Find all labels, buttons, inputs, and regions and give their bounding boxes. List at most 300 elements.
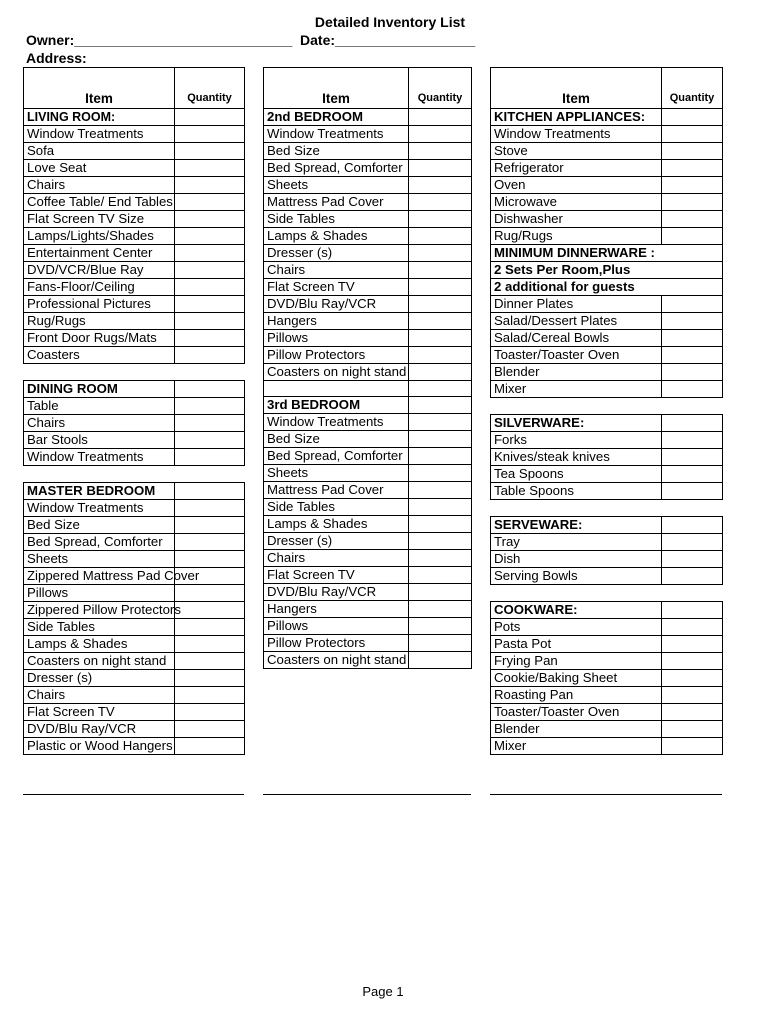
table-row bbox=[491, 466, 723, 483]
table-row bbox=[24, 296, 245, 313]
quantity-cell[interactable] bbox=[175, 517, 245, 534]
quantity-cell[interactable] bbox=[175, 551, 245, 568]
table-row bbox=[264, 177, 472, 194]
quantity-cell[interactable] bbox=[409, 296, 472, 313]
quantity-cell[interactable] bbox=[409, 126, 472, 143]
quantity-cell[interactable] bbox=[175, 602, 245, 619]
quantity-cell[interactable] bbox=[175, 738, 245, 755]
quantity-cell[interactable] bbox=[409, 431, 472, 448]
quantity-cell[interactable] bbox=[662, 228, 723, 245]
table-row bbox=[24, 483, 245, 500]
quantity-cell[interactable] bbox=[175, 670, 245, 687]
table-row bbox=[264, 262, 472, 279]
page-title: Detailed Inventory List bbox=[314, 14, 466, 30]
quantity-cell[interactable] bbox=[409, 618, 472, 635]
inventory-column-3 bbox=[490, 67, 723, 755]
table-row bbox=[24, 211, 245, 228]
item-cell: Salad/Dessert Plates bbox=[491, 313, 662, 330]
item-column-header: Item bbox=[264, 68, 409, 109]
quantity-cell[interactable] bbox=[409, 381, 472, 397]
quantity-cell[interactable] bbox=[662, 653, 723, 670]
item-cell: Rug/Rugs bbox=[491, 228, 662, 245]
section-heading: SILVERWARE: bbox=[491, 415, 662, 432]
item-cell: Window Treatments bbox=[24, 449, 175, 466]
table-row bbox=[491, 296, 723, 313]
quantity-cell[interactable] bbox=[175, 483, 245, 500]
quantity-cell[interactable] bbox=[175, 194, 245, 211]
table-row bbox=[264, 499, 472, 516]
quantity-cell[interactable] bbox=[175, 653, 245, 670]
quantity-cell[interactable] bbox=[662, 670, 723, 687]
table-row bbox=[24, 143, 245, 160]
table-row bbox=[491, 330, 723, 347]
item-cell: Microwave bbox=[491, 194, 662, 211]
quantity-cell[interactable] bbox=[409, 652, 472, 669]
quantity-cell[interactable] bbox=[175, 245, 245, 262]
table-row bbox=[24, 279, 245, 296]
quantity-cell[interactable] bbox=[662, 619, 723, 636]
item-cell: Frying Pan bbox=[491, 653, 662, 670]
quantity-column-header: Quantity bbox=[175, 68, 245, 109]
item-cell: Mixer bbox=[491, 738, 662, 755]
quantity-cell[interactable] bbox=[662, 517, 723, 534]
item-cell: Coasters on night stand bbox=[264, 364, 409, 381]
table-row bbox=[491, 483, 723, 500]
quantity-cell[interactable] bbox=[175, 704, 245, 721]
item-cell: Pillows bbox=[264, 330, 409, 347]
section-heading: COOKWARE: bbox=[491, 602, 662, 619]
item-cell: Fans-Floor/Ceiling bbox=[24, 279, 175, 296]
item-cell: Sheets bbox=[264, 177, 409, 194]
section-heading: MASTER BEDROOM bbox=[24, 483, 175, 500]
table-row bbox=[491, 279, 723, 296]
item-cell: Oven bbox=[491, 177, 662, 194]
item-cell: Pillows bbox=[264, 618, 409, 635]
table-row bbox=[24, 534, 245, 551]
item-cell: Pasta Pot bbox=[491, 636, 662, 653]
item-cell: Window Treatments bbox=[24, 500, 175, 517]
item-cell: Flat Screen TV bbox=[24, 704, 175, 721]
quantity-cell[interactable] bbox=[662, 126, 723, 143]
table-row bbox=[491, 109, 723, 126]
quantity-cell[interactable] bbox=[175, 160, 245, 177]
item-cell: Blender bbox=[491, 364, 662, 381]
quantity-cell[interactable] bbox=[175, 347, 245, 364]
quantity-cell[interactable] bbox=[409, 601, 472, 618]
quantity-cell[interactable] bbox=[409, 279, 472, 296]
quantity-cell[interactable] bbox=[662, 194, 723, 211]
item-cell: Table Spoons bbox=[491, 483, 662, 500]
item-cell: Bed Spread, Comforter bbox=[24, 534, 175, 551]
item-cell: Chairs bbox=[24, 687, 175, 704]
inventory-table-2 bbox=[263, 67, 472, 669]
quantity-cell[interactable] bbox=[662, 551, 723, 568]
table-row bbox=[264, 652, 472, 669]
item-cell: Knives/steak knives bbox=[491, 449, 662, 466]
quantity-cell[interactable] bbox=[409, 194, 472, 211]
quantity-cell[interactable] bbox=[662, 738, 723, 755]
quantity-cell[interactable] bbox=[175, 109, 245, 126]
table-row bbox=[264, 584, 472, 601]
quantity-cell[interactable] bbox=[662, 432, 723, 449]
quantity-cell[interactable] bbox=[409, 347, 472, 364]
quantity-cell[interactable] bbox=[409, 516, 472, 533]
table-row bbox=[491, 381, 723, 398]
item-cell: Toaster/Toaster Oven bbox=[491, 347, 662, 364]
quantity-cell[interactable] bbox=[175, 585, 245, 602]
table-row bbox=[491, 636, 723, 653]
quantity-cell[interactable] bbox=[409, 448, 472, 465]
quantity-cell[interactable] bbox=[662, 483, 723, 500]
quantity-cell[interactable] bbox=[175, 177, 245, 194]
table-row bbox=[24, 500, 245, 517]
section-heading: 2 additional for guests bbox=[491, 279, 723, 296]
spacer-cell bbox=[491, 585, 723, 602]
section-heading: 2 Sets Per Room,Plus bbox=[491, 262, 723, 279]
table-row bbox=[491, 721, 723, 738]
quantity-cell[interactable] bbox=[409, 245, 472, 262]
item-cell: Tray bbox=[491, 534, 662, 551]
quantity-cell[interactable] bbox=[662, 534, 723, 551]
table-row bbox=[24, 177, 245, 194]
table-row bbox=[264, 465, 472, 482]
quantity-cell[interactable] bbox=[175, 228, 245, 245]
spacer-cell bbox=[24, 466, 245, 483]
item-cell: Dishwasher bbox=[491, 211, 662, 228]
item-cell: Dresser (s) bbox=[264, 245, 409, 262]
quantity-cell[interactable] bbox=[175, 636, 245, 653]
quantity-cell[interactable] bbox=[409, 533, 472, 550]
page-number: Page 1 bbox=[362, 984, 404, 999]
quantity-cell[interactable] bbox=[175, 687, 245, 704]
quantity-cell[interactable] bbox=[175, 721, 245, 738]
quantity-cell[interactable] bbox=[175, 619, 245, 636]
quantity-column-header: Quantity bbox=[662, 68, 723, 109]
table-row bbox=[24, 381, 245, 398]
row-spacer bbox=[24, 466, 245, 483]
item-cell: DVD/Blu Ray/VCR bbox=[264, 584, 409, 601]
table-row bbox=[264, 550, 472, 567]
quantity-cell[interactable] bbox=[409, 550, 472, 567]
inventory-column-1 bbox=[23, 67, 245, 755]
item-cell: Coasters on night stand bbox=[264, 652, 409, 669]
item-cell: Pillow Protectors bbox=[264, 635, 409, 652]
quantity-cell[interactable] bbox=[662, 381, 723, 398]
table-row bbox=[24, 330, 245, 347]
quantity-cell[interactable] bbox=[175, 143, 245, 160]
item-cell: Blender bbox=[491, 721, 662, 738]
table-row bbox=[264, 601, 472, 618]
inventory-table-1 bbox=[23, 67, 245, 755]
item-column-header: Item bbox=[24, 68, 175, 109]
quantity-cell[interactable] bbox=[409, 465, 472, 482]
item-cell: Bed Size bbox=[264, 143, 409, 160]
quantity-cell[interactable] bbox=[662, 721, 723, 738]
quantity-cell[interactable] bbox=[662, 568, 723, 585]
item-cell: Dresser (s) bbox=[24, 670, 175, 687]
item-cell: Mixer bbox=[491, 381, 662, 398]
table-row bbox=[491, 653, 723, 670]
item-cell: Coffee Table/ End Tables bbox=[24, 194, 175, 211]
table-row bbox=[24, 721, 245, 738]
table-row bbox=[264, 194, 472, 211]
item-cell: Table bbox=[24, 398, 175, 415]
quantity-cell[interactable] bbox=[409, 262, 472, 279]
quantity-cell[interactable] bbox=[662, 704, 723, 721]
table-row bbox=[24, 109, 245, 126]
quantity-cell[interactable] bbox=[175, 262, 245, 279]
table-row bbox=[264, 635, 472, 652]
table-row bbox=[24, 398, 245, 415]
table-row bbox=[491, 619, 723, 636]
quantity-cell[interactable] bbox=[175, 330, 245, 347]
item-cell: Window Treatments bbox=[264, 414, 409, 431]
item-cell: Side Tables bbox=[264, 499, 409, 516]
quantity-cell[interactable] bbox=[662, 313, 723, 330]
item-cell: DVD/Blu Ray/VCR bbox=[264, 296, 409, 313]
table-row bbox=[491, 738, 723, 755]
table-row bbox=[264, 516, 472, 533]
table-row bbox=[24, 415, 245, 432]
quantity-cell[interactable] bbox=[662, 687, 723, 704]
item-cell: Coasters on night stand bbox=[24, 653, 175, 670]
table-row bbox=[24, 160, 245, 177]
table-row bbox=[264, 397, 472, 414]
quantity-cell[interactable] bbox=[175, 398, 245, 415]
quantity-cell[interactable] bbox=[409, 397, 472, 414]
item-cell: Stove bbox=[491, 143, 662, 160]
address-label: Address: bbox=[26, 50, 87, 66]
quantity-cell[interactable] bbox=[409, 364, 472, 381]
table-row bbox=[491, 687, 723, 704]
quantity-cell[interactable] bbox=[662, 296, 723, 313]
table-row bbox=[24, 194, 245, 211]
item-cell: Coasters bbox=[24, 347, 175, 364]
item-cell: Entertainment Center bbox=[24, 245, 175, 262]
item-cell: Lamps & Shades bbox=[264, 516, 409, 533]
quantity-cell[interactable] bbox=[662, 364, 723, 381]
item-cell: Flat Screen TV Size bbox=[24, 211, 175, 228]
quantity-cell[interactable] bbox=[409, 482, 472, 499]
item-cell: Bed Spread, Comforter bbox=[264, 448, 409, 465]
table-row bbox=[24, 636, 245, 653]
section-heading: MINIMUM DINNERWARE : bbox=[491, 245, 723, 262]
item-cell: Chairs bbox=[24, 177, 175, 194]
item-cell: Plastic or Wood Hangers bbox=[24, 738, 175, 755]
quantity-cell[interactable] bbox=[409, 228, 472, 245]
table-row bbox=[24, 602, 245, 619]
inventory-table-3 bbox=[490, 67, 723, 755]
table-row bbox=[264, 109, 472, 126]
quantity-cell[interactable] bbox=[175, 449, 245, 466]
item-cell: Front Door Rugs/Mats bbox=[24, 330, 175, 347]
item-cell: Forks bbox=[491, 432, 662, 449]
table-row bbox=[264, 143, 472, 160]
quantity-cell[interactable] bbox=[175, 415, 245, 432]
item-cell: Side Tables bbox=[264, 211, 409, 228]
table-row bbox=[491, 160, 723, 177]
table-row bbox=[491, 126, 723, 143]
quantity-cell[interactable] bbox=[175, 500, 245, 517]
owner-date-line: Owner:____________________________ Date:__________________ bbox=[26, 32, 476, 48]
table-row bbox=[264, 381, 472, 397]
item-cell bbox=[264, 381, 409, 397]
quantity-cell[interactable] bbox=[409, 414, 472, 431]
item-cell: Rug/Rugs bbox=[24, 313, 175, 330]
inventory-column-2 bbox=[263, 67, 472, 669]
table-row bbox=[264, 364, 472, 381]
table-row bbox=[24, 449, 245, 466]
spacer-cell bbox=[491, 398, 723, 415]
table-row bbox=[491, 551, 723, 568]
table-row bbox=[24, 585, 245, 602]
quantity-cell[interactable] bbox=[662, 449, 723, 466]
item-cell: Pots bbox=[491, 619, 662, 636]
table-row bbox=[24, 262, 245, 279]
quantity-cell[interactable] bbox=[175, 534, 245, 551]
table-row bbox=[264, 347, 472, 364]
item-cell: Mattress Pad Cover bbox=[264, 194, 409, 211]
quantity-cell[interactable] bbox=[175, 296, 245, 313]
table-row bbox=[491, 228, 723, 245]
item-cell: Lamps & Shades bbox=[24, 636, 175, 653]
item-cell: Dish bbox=[491, 551, 662, 568]
quantity-cell[interactable] bbox=[662, 143, 723, 160]
table-row bbox=[264, 482, 472, 499]
table-row bbox=[491, 313, 723, 330]
item-cell: Dinner Plates bbox=[491, 296, 662, 313]
spacer-cell bbox=[491, 500, 723, 517]
quantity-cell[interactable] bbox=[409, 499, 472, 516]
table-row bbox=[491, 602, 723, 619]
table-row bbox=[24, 738, 245, 755]
item-cell: Chairs bbox=[264, 262, 409, 279]
item-cell: Zippered Mattress Pad Cover bbox=[24, 568, 175, 585]
table-row bbox=[264, 567, 472, 584]
table-row bbox=[491, 517, 723, 534]
table-row bbox=[491, 194, 723, 211]
item-cell: Professional Pictures bbox=[24, 296, 175, 313]
quantity-cell[interactable] bbox=[409, 160, 472, 177]
table-row bbox=[24, 313, 245, 330]
section-heading: SERVEWARE: bbox=[491, 517, 662, 534]
row-spacer bbox=[491, 585, 723, 602]
signature-line-3 bbox=[490, 794, 722, 795]
quantity-cell[interactable] bbox=[409, 313, 472, 330]
item-cell: Chairs bbox=[264, 550, 409, 567]
quantity-cell[interactable] bbox=[409, 635, 472, 652]
item-cell: Dresser (s) bbox=[264, 533, 409, 550]
quantity-cell[interactable] bbox=[409, 143, 472, 160]
quantity-cell[interactable] bbox=[409, 584, 472, 601]
item-cell: Hangers bbox=[264, 601, 409, 618]
item-cell: Chairs bbox=[24, 415, 175, 432]
table-row bbox=[24, 670, 245, 687]
table-row bbox=[264, 160, 472, 177]
quantity-cell[interactable] bbox=[175, 381, 245, 398]
quantity-cell[interactable] bbox=[409, 567, 472, 584]
quantity-cell[interactable] bbox=[662, 602, 723, 619]
quantity-cell[interactable] bbox=[662, 636, 723, 653]
table-row bbox=[24, 245, 245, 262]
quantity-cell[interactable] bbox=[662, 415, 723, 432]
table-row bbox=[491, 211, 723, 228]
item-cell: Refrigerator bbox=[491, 160, 662, 177]
table-row bbox=[491, 364, 723, 381]
item-cell: Bed Size bbox=[264, 431, 409, 448]
quantity-cell[interactable] bbox=[662, 211, 723, 228]
quantity-cell[interactable] bbox=[175, 313, 245, 330]
table-row bbox=[264, 533, 472, 550]
table-row bbox=[491, 449, 723, 466]
table-row bbox=[24, 551, 245, 568]
quantity-cell[interactable] bbox=[175, 279, 245, 296]
table-row bbox=[24, 653, 245, 670]
table-row bbox=[264, 313, 472, 330]
section-heading: 3rd BEDROOM bbox=[264, 397, 409, 414]
quantity-cell[interactable] bbox=[409, 177, 472, 194]
item-cell: DVD/VCR/Blue Ray bbox=[24, 262, 175, 279]
item-cell: Pillow Protectors bbox=[264, 347, 409, 364]
row-spacer bbox=[491, 398, 723, 415]
row-spacer bbox=[24, 364, 245, 381]
item-cell: Toaster/Toaster Oven bbox=[491, 704, 662, 721]
table-row bbox=[264, 414, 472, 431]
table-row bbox=[264, 330, 472, 347]
item-cell: Hangers bbox=[264, 313, 409, 330]
table-row bbox=[264, 245, 472, 262]
item-cell: Bed Spread, Comforter bbox=[264, 160, 409, 177]
item-cell: Flat Screen TV bbox=[264, 279, 409, 296]
quantity-cell[interactable] bbox=[175, 432, 245, 449]
item-cell: DVD/Blu Ray/VCR bbox=[24, 721, 175, 738]
table-row bbox=[491, 143, 723, 160]
table-row bbox=[491, 432, 723, 449]
table-row bbox=[24, 432, 245, 449]
quantity-cell[interactable] bbox=[409, 109, 472, 126]
quantity-cell[interactable] bbox=[409, 211, 472, 228]
quantity-cell[interactable] bbox=[662, 109, 723, 126]
item-cell: Sheets bbox=[264, 465, 409, 482]
table-row bbox=[491, 704, 723, 721]
quantity-cell[interactable] bbox=[662, 466, 723, 483]
table-row bbox=[264, 228, 472, 245]
table-row bbox=[24, 126, 245, 143]
table-row bbox=[491, 568, 723, 585]
table-row bbox=[24, 568, 245, 585]
item-cell: Side Tables bbox=[24, 619, 175, 636]
table-row bbox=[491, 415, 723, 432]
quantity-cell[interactable] bbox=[175, 126, 245, 143]
quantity-cell[interactable] bbox=[662, 330, 723, 347]
item-cell: Bar Stools bbox=[24, 432, 175, 449]
item-cell: Love Seat bbox=[24, 160, 175, 177]
section-heading: LIVING ROOM: bbox=[24, 109, 175, 126]
quantity-cell[interactable] bbox=[662, 177, 723, 194]
quantity-cell[interactable] bbox=[409, 330, 472, 347]
item-cell: Roasting Pan bbox=[491, 687, 662, 704]
quantity-cell[interactable] bbox=[662, 347, 723, 364]
item-cell: Mattress Pad Cover bbox=[264, 482, 409, 499]
table-row bbox=[24, 704, 245, 721]
item-cell: Pillows bbox=[24, 585, 175, 602]
quantity-cell[interactable] bbox=[175, 211, 245, 228]
section-heading: 2nd BEDROOM bbox=[264, 109, 409, 126]
item-cell: Flat Screen TV bbox=[264, 567, 409, 584]
row-spacer bbox=[491, 500, 723, 517]
quantity-cell[interactable] bbox=[662, 160, 723, 177]
table-row bbox=[24, 347, 245, 364]
